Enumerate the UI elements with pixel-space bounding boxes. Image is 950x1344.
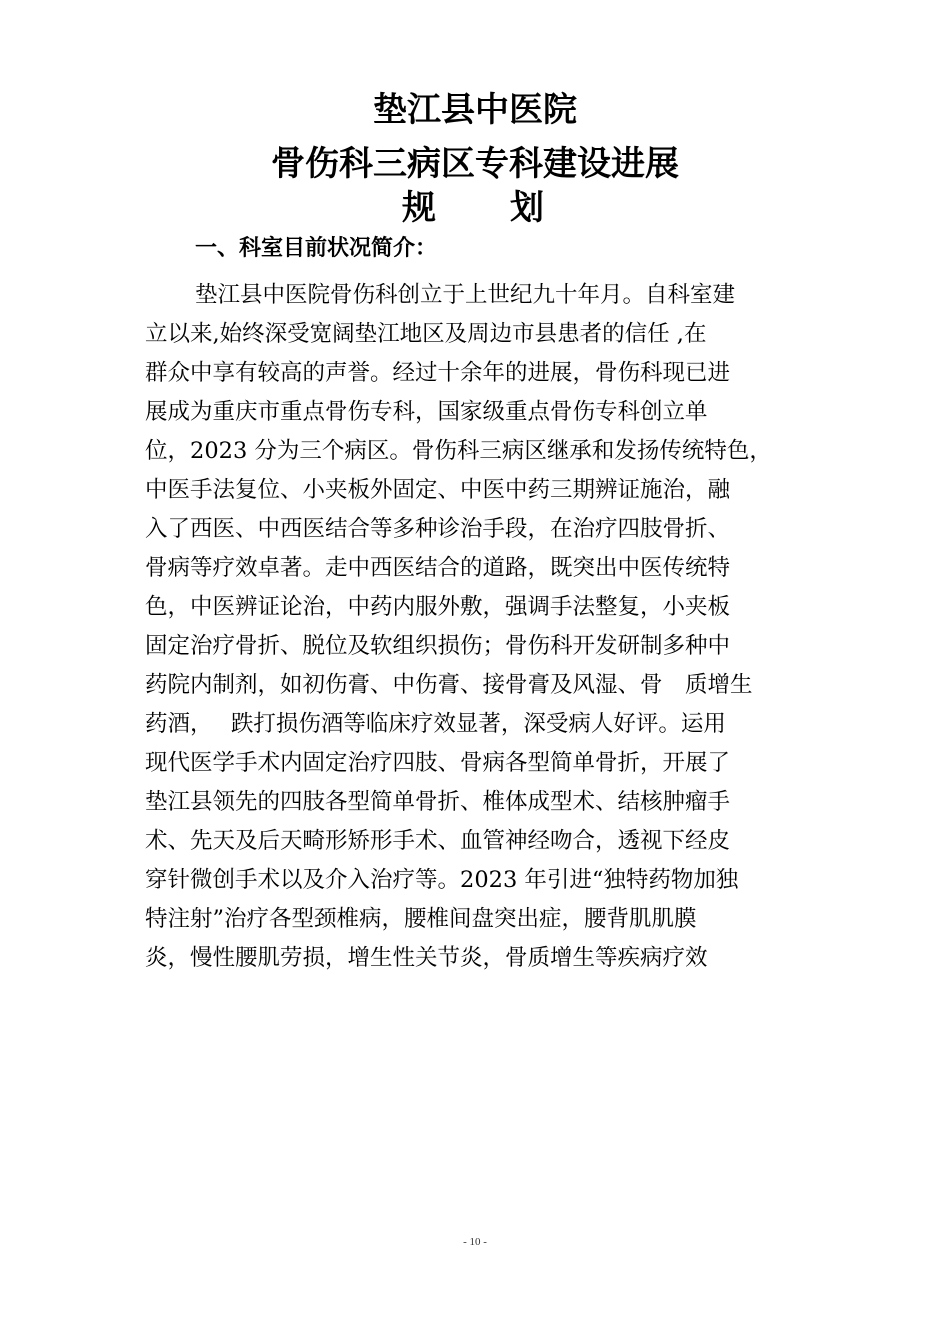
body-line: 穿针微创手术以及介入治疗等。2023 年引进“独特药物加独 xyxy=(145,867,739,893)
body-line: 药酒， 跌打损伤酒等临床疗效显著，深受病人好评。运用 xyxy=(145,711,726,737)
body-line: 垫江县中医院骨伤科创立于上世纪九十年月。自科室建 xyxy=(195,282,736,308)
body-line: 特注射”治疗各型颈椎病，腰椎间盘突出症，腰背肌肌膜 xyxy=(145,906,697,932)
body-line: 展成为重庆市重点骨伤专科，国家级重点骨伤专科创立单 xyxy=(145,399,708,425)
body-line: 群众中享有较高的声誉。经过十余年的进展，骨伤科现已进 xyxy=(145,360,731,386)
title-plan-char-1: 规 xyxy=(402,188,440,228)
body-line: 炎，慢性腰肌劳损，增生性关节炎，骨质增生等疾病疗效 xyxy=(145,945,708,971)
body-line: 术、先天及后天畸形矫形手术、血管神经吻合，透视下经皮 xyxy=(145,828,731,854)
title-plan-char-2: 划 xyxy=(510,188,548,228)
body-line: 立以来,始终深受宽阔垫江地区及周边市县患者的信任 ,在 xyxy=(145,321,707,347)
page-number: - 10 - xyxy=(463,1236,487,1248)
body-paragraph xyxy=(145,276,835,978)
body-line: 入了西医、中西医结合等多种诊治手段，在治疗四肢骨折、 xyxy=(145,516,731,542)
body-line: 垫江县领先的四肢各型简单骨折、椎体成型术、结核肿瘤手 xyxy=(145,789,731,815)
body-line: 现代医学手术内固定治疗四肢、骨病各型简单骨折，开展了 xyxy=(145,750,731,776)
section-heading: 一、科室目前状况简介： xyxy=(195,236,438,261)
document-title-plan xyxy=(0,188,950,228)
body-line: 药院内制剂，如初伤膏、中伤膏、接骨膏及风湿、骨 质增生 xyxy=(145,672,753,698)
body-line: 位，2023 分为三个病区。骨伤科三病区继承和发扬传统特色， xyxy=(145,438,772,464)
body-line: 中医手法复位、小夹板外固定、中医中药三期辨证施治，融 xyxy=(145,477,731,503)
document-title-department: 骨伤科三病区专科建设进展 xyxy=(271,144,679,184)
body-line: 色，中医辨证论治，中药内服外敷，强调手法整复，小夹板 xyxy=(145,594,731,620)
body-line: 骨病等疗效卓著。走中西医结合的道路，既突出中医传统特 xyxy=(145,555,731,581)
body-line: 固定治疗骨折、脱位及软组织损伤；骨伤科开发研制多种中 xyxy=(145,633,731,659)
document-title-hospital: 垫江县中医院 xyxy=(373,90,577,130)
